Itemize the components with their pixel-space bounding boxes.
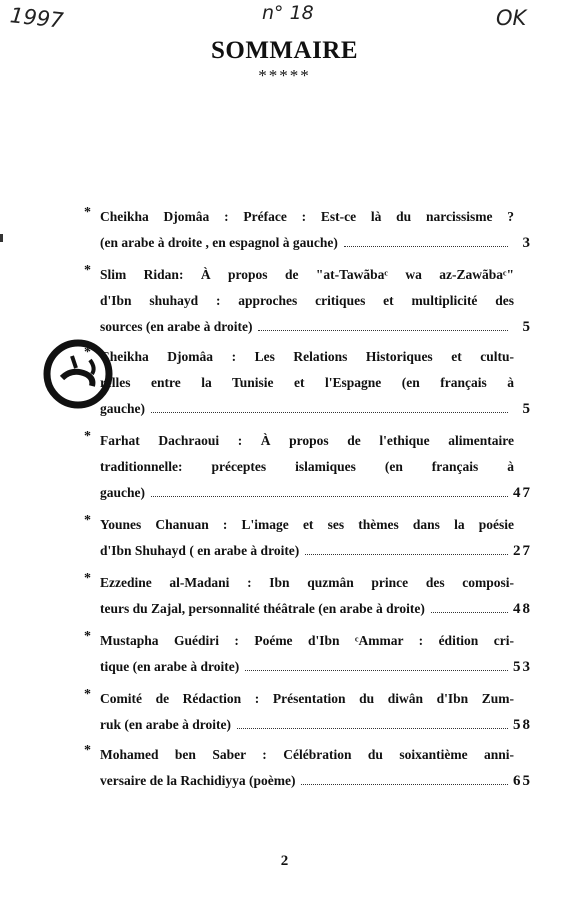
toc-page-number: 65 xyxy=(513,773,532,789)
toc-entry-text-line: Slim Ridan: À propos de "at-Tawãbaᶜ wa az-Zawãbaᶜ" xyxy=(100,267,514,282)
toc-entry xyxy=(84,512,532,564)
toc-entry-text-line: traditionnelle: préceptes islamiques (en français à xyxy=(100,459,514,474)
page-number: 2 xyxy=(280,853,289,869)
bullet-star-icon: * xyxy=(84,513,91,528)
toc-entry-text-line: Mustapha Guédiri : Poéme d'Ibn ᶜAmmar : édition cri- xyxy=(100,633,514,648)
toc-entry-text-line: tique (en arabe à droite) xyxy=(100,659,240,674)
toc-entry xyxy=(84,204,532,256)
toc-entry-text-line: Comité de Rédaction : Présentation du diwân d'Ibn Zum- xyxy=(100,691,514,706)
bullet-star-icon: * xyxy=(84,687,91,702)
toc-entry-text-line: Cheikha Djomâa : Préface : Est-ce là du narcissisme ? xyxy=(100,209,514,224)
toc-page-number: 27 xyxy=(513,543,532,559)
toc-page-number: 47 xyxy=(513,485,532,501)
toc-entry-text-line: Younes Chanuan : L'image et ses thèmes dans la poésie xyxy=(100,517,514,532)
bullet-star-icon: * xyxy=(84,743,91,758)
handwritten-ok-mark: OK xyxy=(496,6,527,30)
toc-entry-text-line: Mohamed ben Saber : Célébration du soixantième anni- xyxy=(100,747,514,762)
page-title: SOMMAIRE xyxy=(210,37,359,64)
bullet-star-icon: * xyxy=(84,345,91,360)
toc-entry xyxy=(84,262,532,340)
toc-entry-text-line: ruk (en arabe à droite) xyxy=(100,717,231,732)
toc-page-number: 58 xyxy=(513,717,532,733)
toc-entry xyxy=(84,628,532,680)
dot-leader xyxy=(305,553,508,555)
toc-entry xyxy=(84,344,532,422)
dot-leader xyxy=(344,245,508,247)
bullet-star-icon: * xyxy=(84,429,91,444)
toc-page-number: 53 xyxy=(513,659,532,675)
toc-entry-text-line: Cheikha Djomâa : Les Relations Historiques et cultu- xyxy=(100,349,514,364)
toc-entry-text-line: Farhat Dachraoui : À propos de l'ethique alimentaire xyxy=(100,433,514,448)
toc-entry-text-line: (en arabe à droite , en espagnol à gauche) xyxy=(100,235,338,250)
bullet-star-icon: * xyxy=(84,263,91,278)
toc-entry-text-line: teurs du Zajal, personnalité théâtrale (en arabe à droite) xyxy=(100,601,425,616)
toc-entry-text-line: gauche) xyxy=(100,485,145,500)
bullet-star-icon: * xyxy=(84,205,91,220)
bullet-star-icon: * xyxy=(84,571,91,586)
toc-entry xyxy=(84,686,532,738)
title-ornament: ***** xyxy=(258,66,311,85)
toc-page-number: 5 xyxy=(522,319,532,335)
toc-entry-text-line: d'Ibn shuhayd : approches critiques et multiplicité des xyxy=(100,293,514,308)
dot-leader xyxy=(258,329,508,331)
toc-entry-text-line: d'Ibn Shuhayd ( en arabe à droite) xyxy=(100,543,300,558)
toc-page-number: 48 xyxy=(513,601,532,617)
toc-entry xyxy=(84,428,532,506)
bullet-star-icon: * xyxy=(84,629,91,644)
dot-leader xyxy=(151,495,508,497)
toc-entry xyxy=(84,570,532,622)
toc-entry-text-line: sources (en arabe à droite) xyxy=(100,319,253,334)
toc-entry-text-line: gauche) xyxy=(100,401,145,416)
toc-entry-text-line: relles entre la Tunisie et l'Espagne (en français à xyxy=(100,375,514,390)
margin-mark xyxy=(0,234,3,242)
toc-entry-text-line: Ezzedine al-Madani : Ibn quzmân prince des composi- xyxy=(100,575,514,590)
dot-leader xyxy=(237,727,508,729)
dot-leader xyxy=(301,783,508,785)
handwritten-year: 1997 xyxy=(8,3,65,33)
handwritten-issue-number: n° 18 xyxy=(262,2,314,24)
dot-leader xyxy=(151,411,508,413)
dot-leader xyxy=(431,611,508,613)
toc-page-number: 3 xyxy=(522,235,532,251)
dot-leader xyxy=(245,669,508,671)
toc-page-number: 5 xyxy=(522,401,532,417)
library-stamp-icon xyxy=(42,338,114,410)
toc-entry xyxy=(84,742,532,794)
toc-entry-text-line: versaire de la Rachidiyya (poème) xyxy=(100,773,296,788)
